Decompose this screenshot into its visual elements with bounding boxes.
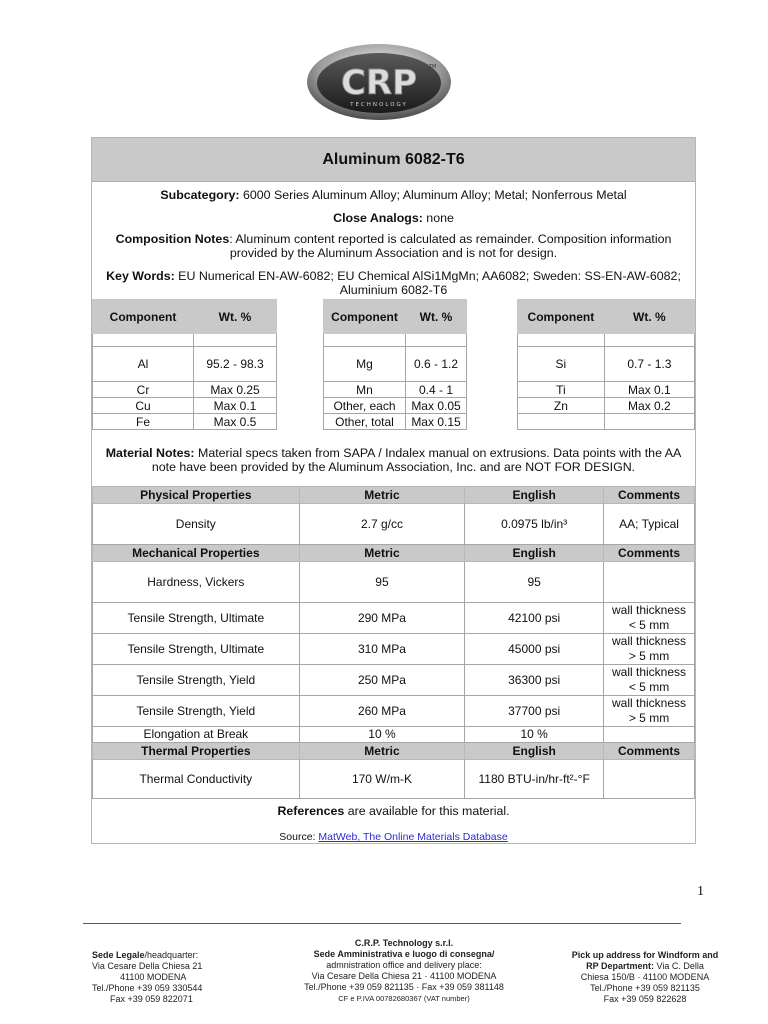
english-header: English <box>465 487 604 504</box>
wt-cell: Max 0.25 <box>194 382 277 398</box>
wt-header: Wt. % <box>604 300 694 334</box>
comment-value: AA; Typical <box>604 504 695 545</box>
composition-table-2 <box>323 299 467 430</box>
metric-value: 250 MPa <box>299 665 465 696</box>
metric-header: Metric <box>299 487 465 504</box>
table-row <box>93 562 695 603</box>
vat-number: CF e P.IVA 00782680367 (VAT number) <box>338 994 470 1003</box>
hq-phone: Tel./Phone +39 059 330544 <box>92 983 203 993</box>
wt-header: Wt. % <box>406 300 467 334</box>
metric-value: 2.7 g/cc <box>299 504 465 545</box>
english-header: English <box>465 743 604 760</box>
key-words <box>92 269 695 297</box>
footer-divider <box>83 923 681 924</box>
wt-cell: 0.4 - 1 <box>406 382 467 398</box>
component-header: Component <box>324 300 406 334</box>
section-title: Thermal Properties <box>93 743 300 760</box>
composition-notes-line2: provided by the Aluminum Association and is not for design. <box>229 246 558 260</box>
table-row <box>93 760 695 799</box>
property-name: Tensile Strength, Yield <box>93 696 300 727</box>
wt-cell: Max 0.2 <box>604 398 694 414</box>
material-datasheet <box>91 137 696 844</box>
wt-cell: 0.6 - 1.2 <box>406 347 467 382</box>
key-words-line2: Aluminium 6082-T6 <box>339 283 448 297</box>
close-analogs-line <box>92 211 695 225</box>
component-cell: Cu <box>93 398 194 414</box>
composition-table-3 <box>517 299 695 430</box>
metric-header: Metric <box>299 743 465 760</box>
thermal-properties-header <box>93 743 695 760</box>
comments-header: Comments <box>604 545 695 562</box>
material-notes <box>92 446 695 474</box>
admin-address: Via Cesare Della Chiesa 21 · 41100 MODENA <box>311 971 497 981</box>
comment-value: wall thickness < 5 mm <box>604 665 695 696</box>
english-value: 42100 psi <box>465 603 604 634</box>
property-name: Tensile Strength, Ultimate <box>93 634 300 665</box>
metric-value: 310 MPa <box>299 634 465 665</box>
english-value: 0.0975 lb/in³ <box>465 504 604 545</box>
comment-value: wall thickness < 5 mm <box>604 603 695 634</box>
english-value: 45000 psi <box>465 634 604 665</box>
pickup-address: Chiesa 150/B · 41100 MODENA <box>580 972 710 982</box>
pickup-fax: Fax +39 059 822628 <box>603 994 687 1004</box>
wt-cell <box>604 414 694 430</box>
metric-value: 95 <box>299 562 465 603</box>
footer-headquarter <box>92 950 282 1005</box>
comment-value: wall thickness > 5 mm <box>604 696 695 727</box>
wt-header: Wt. % <box>194 300 277 334</box>
pickup-phone: Tel./Phone +39 059 821135 <box>590 983 700 993</box>
property-name: Elongation at Break <box>93 727 300 743</box>
hq-city: 41100 MODENA <box>120 972 187 982</box>
component-header: Component <box>518 300 605 334</box>
wt-cell: Max 0.05 <box>406 398 467 414</box>
pickup-street: Via C. Della <box>654 961 704 971</box>
logo-trademark: TM <box>429 64 437 70</box>
material-title: Aluminum 6082-T6 <box>92 138 695 182</box>
material-notes-line2: note have been provided by the Aluminum Association, Inc. and are NOT FOR DESIGN. <box>151 460 636 474</box>
wt-cell: Max 0.5 <box>194 414 277 430</box>
subcategory-value: 6000 Series Aluminum Alloy; Aluminum Alloy; Metal; Nonferrous Metal <box>239 188 627 202</box>
table-row <box>93 665 695 696</box>
material-notes-label: Material Notes: <box>105 446 195 460</box>
comment-value <box>604 760 695 799</box>
component-header: Component <box>93 300 194 334</box>
table-row <box>93 634 695 665</box>
component-cell: Cr <box>93 382 194 398</box>
rp-department-label: RP Department: <box>586 961 654 971</box>
english-value: 36300 psi <box>465 665 604 696</box>
component-cell: Mn <box>324 382 406 398</box>
component-cell <box>518 414 605 430</box>
english-value: 95 <box>465 562 604 603</box>
references-text: are available for this material. <box>344 804 510 818</box>
hq-label: Sede Legale <box>92 950 145 960</box>
english-value: 1180 BTU-in/hr-ft²-°F <box>465 760 604 799</box>
references-label: References <box>277 804 345 818</box>
metric-value: 170 W/m-K <box>299 760 465 799</box>
admin-label-en: admnistration office and delivery place: <box>326 960 482 970</box>
hq-address: Via Cesare Della Chiesa 21 <box>92 961 203 971</box>
component-cell: Zn <box>518 398 605 414</box>
metric-value: 260 MPa <box>299 696 465 727</box>
wt-cell: Max 0.1 <box>604 382 694 398</box>
footer-pickup-address <box>560 950 730 1005</box>
metric-value: 10 % <box>299 727 465 743</box>
references-line <box>92 804 695 818</box>
comments-header: Comments <box>604 487 695 504</box>
property-name: Density <box>93 504 300 545</box>
english-value: 10 % <box>465 727 604 743</box>
metric-value: 290 MPa <box>299 603 465 634</box>
component-cell: Al <box>93 347 194 382</box>
subcategory-line <box>92 188 695 202</box>
section-title: Mechanical Properties <box>93 545 300 562</box>
crp-logo-emblem <box>305 42 453 122</box>
metric-header: Metric <box>299 545 465 562</box>
close-analogs-label: Close Analogs: <box>333 211 423 225</box>
component-cell: Other, each <box>324 398 406 414</box>
english-value: 37700 psi <box>465 696 604 727</box>
component-cell: Ti <box>518 382 605 398</box>
property-name: Hardness, Vickers <box>93 562 300 603</box>
comment-value <box>604 727 695 743</box>
source-label: Source: <box>279 831 319 843</box>
source-line <box>92 831 695 843</box>
wt-cell: 0.7 - 1.3 <box>604 347 694 382</box>
subcategory-label: Subcategory: <box>160 188 240 202</box>
table-row <box>93 603 695 634</box>
crp-logo <box>305 42 453 122</box>
footer-admin-office <box>286 938 522 1004</box>
comment-value: wall thickness > 5 mm <box>604 634 695 665</box>
property-name: Tensile Strength, Ultimate <box>93 603 300 634</box>
physical-properties-header <box>93 487 695 504</box>
company-name: C.R.P. Technology s.r.l. <box>354 938 454 948</box>
properties-table <box>92 486 695 799</box>
section-title: Physical Properties <box>93 487 300 504</box>
logo-text: CRP <box>340 63 418 103</box>
table-row <box>93 504 695 545</box>
comment-value <box>604 562 695 603</box>
table-row <box>93 696 695 727</box>
comments-header: Comments <box>604 743 695 760</box>
wt-cell: 95.2 - 98.3 <box>194 347 277 382</box>
matweb-link[interactable]: MatWeb, The Online Materials Database <box>318 831 508 843</box>
composition-notes-label: Composition Notes <box>115 232 230 246</box>
composition-notes-line1: : Aluminum content reported is calculated as remainder. Composition information <box>229 232 672 246</box>
mechanical-properties-header <box>93 545 695 562</box>
table-row <box>93 727 695 743</box>
pickup-label: Pick up address for Windform and <box>571 950 719 960</box>
wt-cell: Max 0.1 <box>194 398 277 414</box>
logo-subtext: TECHNOLOGY <box>350 102 408 108</box>
english-header: English <box>465 545 604 562</box>
property-name: Tensile Strength, Yield <box>93 665 300 696</box>
composition-notes <box>92 232 695 260</box>
page-number: 1 <box>697 884 704 899</box>
component-cell: Si <box>518 347 605 382</box>
wt-cell: Max 0.15 <box>406 414 467 430</box>
key-words-line1: EU Numerical EN-AW-6082; EU Chemical AlSi1MgMn; AA6082; Sweden: SS-EN-AW-6082; <box>174 269 681 283</box>
admin-phone: Tel./Phone +39 059 821135 · Fax +39 059 381148 <box>304 982 504 992</box>
component-cell: Fe <box>93 414 194 430</box>
component-cell: Other, total <box>324 414 406 430</box>
hq-label-en: /headquarter: <box>144 950 199 960</box>
property-name: Thermal Conductivity <box>93 760 300 799</box>
hq-fax: Fax +39 059 822071 <box>110 994 193 1004</box>
close-analogs-value: none <box>422 211 454 225</box>
admin-label: Sede Amministrativa e luogo di consegna/ <box>313 949 495 959</box>
composition-table-1 <box>92 299 277 430</box>
material-notes-line1: Material specs taken from SAPA / Indalex manual on extrusions. Data points with the AA <box>194 446 682 460</box>
key-words-label: Key Words: <box>106 269 175 283</box>
component-cell: Mg <box>324 347 406 382</box>
